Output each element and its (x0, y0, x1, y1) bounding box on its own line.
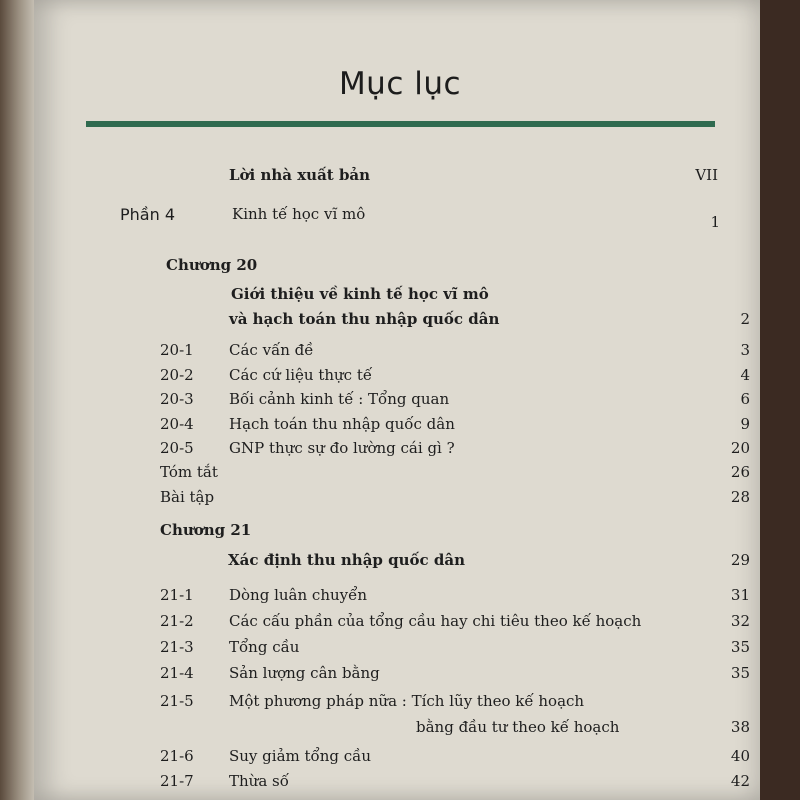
section-title: Dòng luân chuyển (229, 586, 368, 604)
toc-entry-21-2 (0, 612, 800, 634)
section-page: 40 (730, 747, 750, 765)
chapter-21-heading (0, 521, 800, 543)
toc-entry-exercises (0, 488, 800, 510)
toc-entry-front (0, 166, 800, 188)
chapter-21-title (0, 551, 800, 573)
section-page: 31 (730, 586, 750, 604)
section-page: 35 (730, 638, 750, 656)
section-title: Hạch toán thu nhập quốc dân (229, 415, 455, 433)
part-title: Kinh tế học vĩ mô (232, 205, 366, 223)
chapter-20-title-line1 (0, 285, 800, 307)
toc-entry-summary (0, 463, 800, 485)
toc-entry-20-3 (0, 390, 800, 412)
chapter-title-text: và hạch toán thu nhập quốc dân (229, 310, 500, 328)
chapter-title-page: 2 (740, 310, 750, 328)
summary-page: 26 (730, 463, 750, 481)
chapter-heading-text: Chương 20 (166, 256, 258, 274)
section-title: GNP thực sự đo lường cái gì ? (229, 439, 455, 457)
toc-entry-21-5 (0, 692, 800, 714)
section-number: 20-2 (160, 366, 194, 384)
section-title: Tổng cầu (229, 638, 300, 656)
section-page: 32 (730, 612, 750, 630)
section-number: 21-6 (160, 747, 194, 765)
section-page: 20 (730, 439, 750, 457)
section-title: Các cứ liệu thực tế (229, 366, 373, 384)
page-title: Mục lục (338, 66, 462, 102)
section-page: 4 (740, 366, 750, 384)
exercises-label: Bài tập (160, 488, 215, 506)
toc-entry-text: Lời nhà xuất bản (229, 166, 371, 184)
chapter-title-text: Xác định thu nhập quốc dân (228, 551, 466, 569)
chapter-20-title-line2 (0, 310, 800, 332)
section-number: 20-4 (160, 415, 194, 433)
toc-entry-21-6 (0, 747, 800, 769)
section-page: 42 (730, 772, 750, 790)
toc-entry-part (0, 205, 800, 231)
section-title: Sản lượng cân bằng (229, 664, 380, 682)
section-number: 21-1 (160, 586, 194, 604)
section-number: 20-1 (160, 341, 194, 359)
section-title: Bối cảnh kinh tế : Tổng quan (229, 390, 450, 408)
section-page: 35 (730, 664, 750, 682)
part-label: Phần 4 (120, 205, 175, 224)
toc-entry-20-5 (0, 439, 800, 461)
section-number: 20-3 (160, 390, 194, 408)
toc-entry-20-2 (0, 366, 800, 388)
part-page: 1 (710, 213, 720, 231)
section-number: 21-2 (160, 612, 194, 630)
section-title: Các cấu phần của tổng cầu hay chi tiêu theo kế hoạch (229, 612, 642, 630)
toc-entry-21-5-continued (0, 718, 800, 740)
section-page: 6 (740, 390, 750, 408)
section-page: 38 (730, 718, 750, 736)
section-title: Một phương pháp nữa : Tích lũy theo kế hoạch (229, 692, 585, 710)
chapter-title-page: 29 (730, 551, 750, 569)
section-number: 21-3 (160, 638, 194, 656)
section-page: 3 (740, 341, 750, 359)
toc-entry-20-1 (0, 341, 800, 363)
section-title: Suy giảm tổng cầu (229, 747, 372, 765)
toc-entry-page: VII (695, 166, 718, 184)
toc-entry-21-4 (0, 664, 800, 686)
title-rule (86, 121, 715, 127)
chapter-title-text: Giới thiệu về kinh tế học vĩ mô (231, 285, 489, 303)
section-number: 21-5 (160, 692, 194, 710)
exercises-page: 28 (730, 488, 750, 506)
chapter-20-heading (0, 256, 800, 278)
section-title: Các vấn đề (229, 341, 314, 359)
section-number: 21-7 (160, 772, 194, 790)
section-number: 21-4 (160, 664, 194, 682)
section-title: Thừa số (229, 772, 289, 790)
toc-entry-21-3 (0, 638, 800, 660)
section-page: 9 (740, 415, 750, 433)
section-number: 20-5 (160, 439, 194, 457)
toc-entry-20-4 (0, 415, 800, 437)
section-title-continued: bằng đầu tư theo kế hoạch (416, 718, 620, 736)
toc-entry-21-7 (0, 772, 800, 794)
chapter-heading-text: Chương 21 (160, 521, 252, 539)
toc-entry-21-1 (0, 586, 800, 608)
summary-label: Tóm tắt (160, 463, 218, 481)
